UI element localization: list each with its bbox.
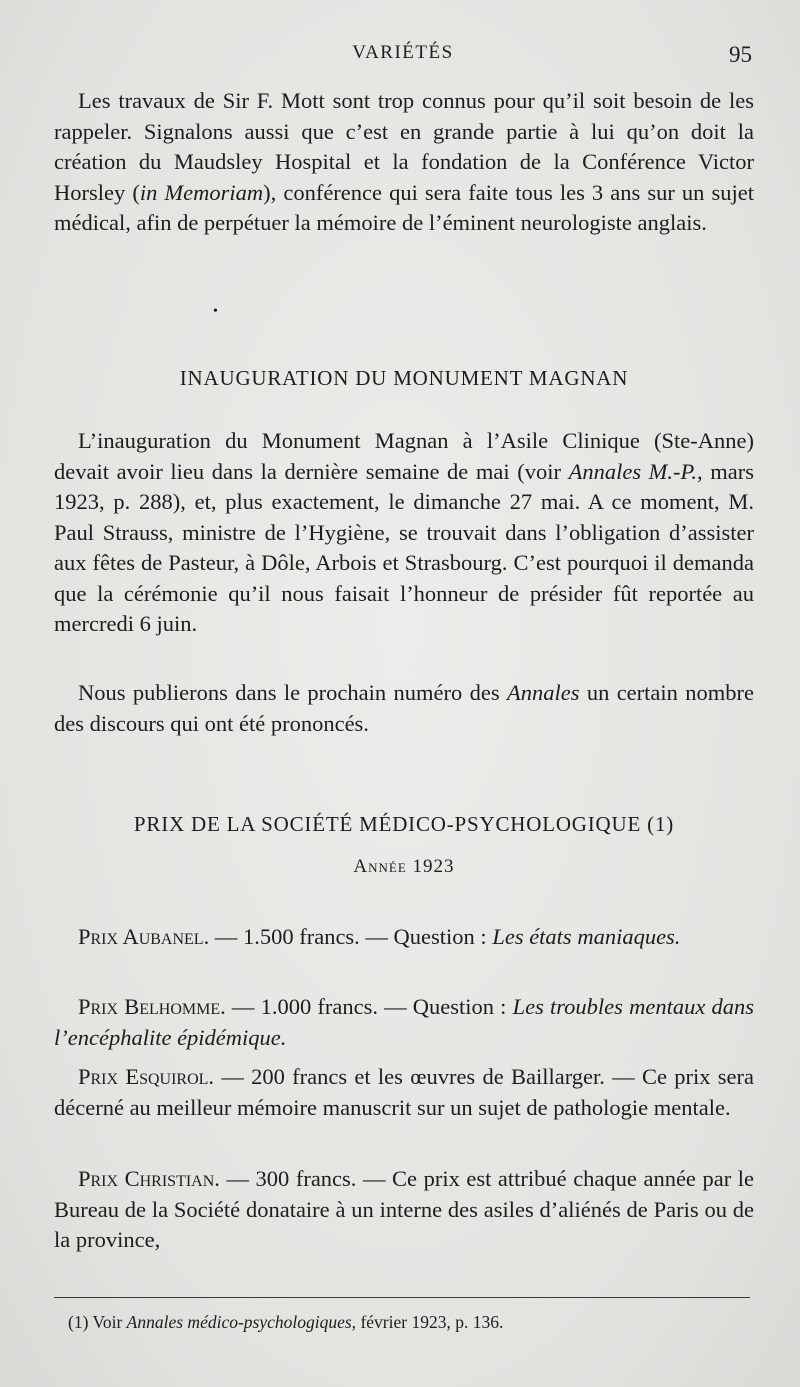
prix-name: Prix Christian. [78, 1166, 220, 1191]
prix-text: — 200 francs et les œuvres de Baillarger. — Ce prix sera décerné au meilleur mémoire manuscrit sur un sujet de pathologie mentale. [54, 1064, 754, 1120]
prix-text: — 1.500 francs. — Question : [209, 924, 493, 949]
mott-text-2: ), conférence qui sera faite tous les 3 ans sur un sujet médical, afin de perpétuer la mémoire de l’éminent neurologiste anglais. [54, 179, 754, 235]
magnan-p2-italic: Annales [506, 680, 580, 705]
mott-paragraph [54, 86, 754, 239]
mott-text-1: Les travaux de Sir F. Mott sont trop connus pour qu’il soit besoin de les rappeler. Signalons aussi que c’est en grande partie à lui qu’on doit la création du Maudsley Hospital et la fondation de la Conférence Victor Horsley ( [54, 88, 754, 205]
magnan-p1-text-2: , mars 1923, p. 288), et, plus exactement, le dimanche 27 mai. A ce moment, M. Paul Strauss, ministre de l’Hygiène, se trouvait dans l’obligation d’assister aux fêtes de Pasteur, à Dôle, Arbois et Strasbourg. C’est pourquoi il demanda que la cérémonie qu’il nous faisait l’honneur de présider fût reportée au mercredi 6 juin. [54, 458, 754, 636]
running-head [54, 42, 752, 74]
prix-name: Prix Esquirol. [78, 1064, 215, 1089]
footnote [68, 1312, 503, 1333]
footnote-text-1: (1) Voir [68, 1312, 127, 1332]
magnan-p1-text-1: L’inauguration du Monument Magnan à l’Asile Clinique (Ste-Anne) devait avoir lieu dans la dernière semaine de mai (voir [54, 428, 754, 484]
prix-text: — 1.000 francs. — Question : [225, 994, 513, 1019]
prix-esquirol [54, 1062, 754, 1123]
footnote-italic: Annales médico-psychologiques, [126, 1312, 357, 1332]
running-head-title: VARIÉTÉS [352, 42, 454, 63]
page-number: 95 [729, 42, 752, 67]
prix-christian [54, 1164, 754, 1256]
prix-name: Prix Aubanel. [78, 924, 210, 949]
prix-belhomme [54, 992, 754, 1053]
footnote-text-2: février 1923, p. 136. [356, 1312, 504, 1332]
prix-name: Prix Belhomme. [78, 994, 226, 1019]
magnan-paragraph-2 [54, 678, 754, 739]
magnan-heading: INAUGURATION DU MONUMENT MAGNAN [179, 366, 629, 390]
magnan-p2-text-2: un certain nombre des discours qui ont été prononcés. [54, 680, 754, 736]
prix-question: Les troubles mentaux dans l’encéphalite épidémique. [54, 994, 754, 1050]
prix-aubanel [54, 922, 754, 953]
prix-year: Année 1923 [353, 856, 455, 877]
magnan-p2-text-1: Nous publierons dans le prochain numéro des [78, 680, 507, 705]
prix-text: — 300 francs. — Ce prix est attribué chaque année par le Bureau de la Société donataire à un interne des asiles d’aliénés de Paris ou de la province, [54, 1166, 754, 1252]
footnote-divider [54, 1297, 750, 1298]
prix-heading: PRIX DE LA SOCIÉTÉ MÉDICO-PSYCHOLOGIQUE (1) [133, 812, 675, 836]
mott-text-italic: in Memoriam [139, 179, 264, 205]
magnan-p1-italic: Annales M.-P. [568, 458, 698, 484]
separator-mark: • [213, 304, 218, 319]
magnan-paragraph-1 [54, 426, 754, 640]
prix-question: Les états maniaques. [492, 924, 681, 949]
